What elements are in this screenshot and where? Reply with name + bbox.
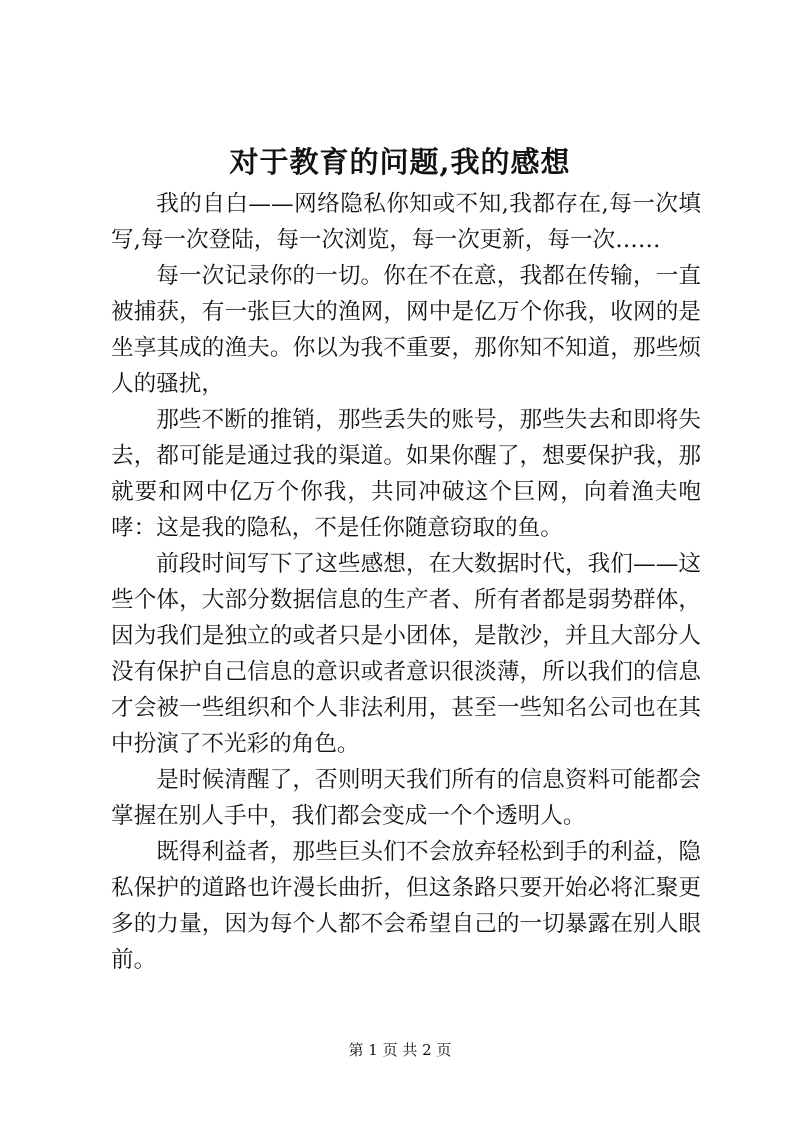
document-title: 对于教育的问题,我的感想	[229, 145, 571, 179]
paragraph-5: 是时候清醒了，否则明天我们所有的信息资料可能都会掌握在别人手中，我们都会变成一个个透明人。	[111, 767, 701, 829]
paragraph-2: 每一次记录你的一切。你在不在意，我都在传输，一直被捕获，有一张巨大的渔网，网中是亿万个你我，收网的是坐享其成的渔夫。你以为我不重要，那你知不知道，那些烦人的骚扰，	[111, 263, 701, 397]
paragraph-1: 我的自白——网络隐私你知或不知,我都存在,每一次填写,每一次登陆，每一次浏览，每一次更新，每一次……	[111, 191, 701, 253]
page-footer: 第 1 页 共 2 页	[348, 1041, 452, 1059]
paragraph-4: 前段时间写下了这些感想，在大数据时代，我们——这些个体，大部分数据信息的生产者、所有者都是弱势群体，因为我们是独立的或者只是小团体，是散沙，并且大部分人没有保护自己信息的意识或者意识很淡薄，所以我们的信息才会被一些组织和个人非法利用，甚至一些知名公司也在其中扮演了不光彩的角色。	[111, 551, 701, 757]
paragraph-6: 既得利益者，那些巨头们不会放弃轻松到手的利益，隐私保护的道路也许漫长曲折，但这条路只要开始必将汇聚更多的力量，因为每个人都不会希望自己的一切暴露在别人眼前。	[111, 839, 701, 973]
document-body	[111, 186, 701, 978]
paragraph-3: 那些不断的推销，那些丢失的账号，那些失去和即将失去，都可能是通过我的渠道。如果你醒了，想要保护我，那就要和网中亿万个你我，共同冲破这个巨网，向着渔夫咆哮：这是我的隐私，不是任你随意窃取的鱼。	[111, 407, 701, 541]
